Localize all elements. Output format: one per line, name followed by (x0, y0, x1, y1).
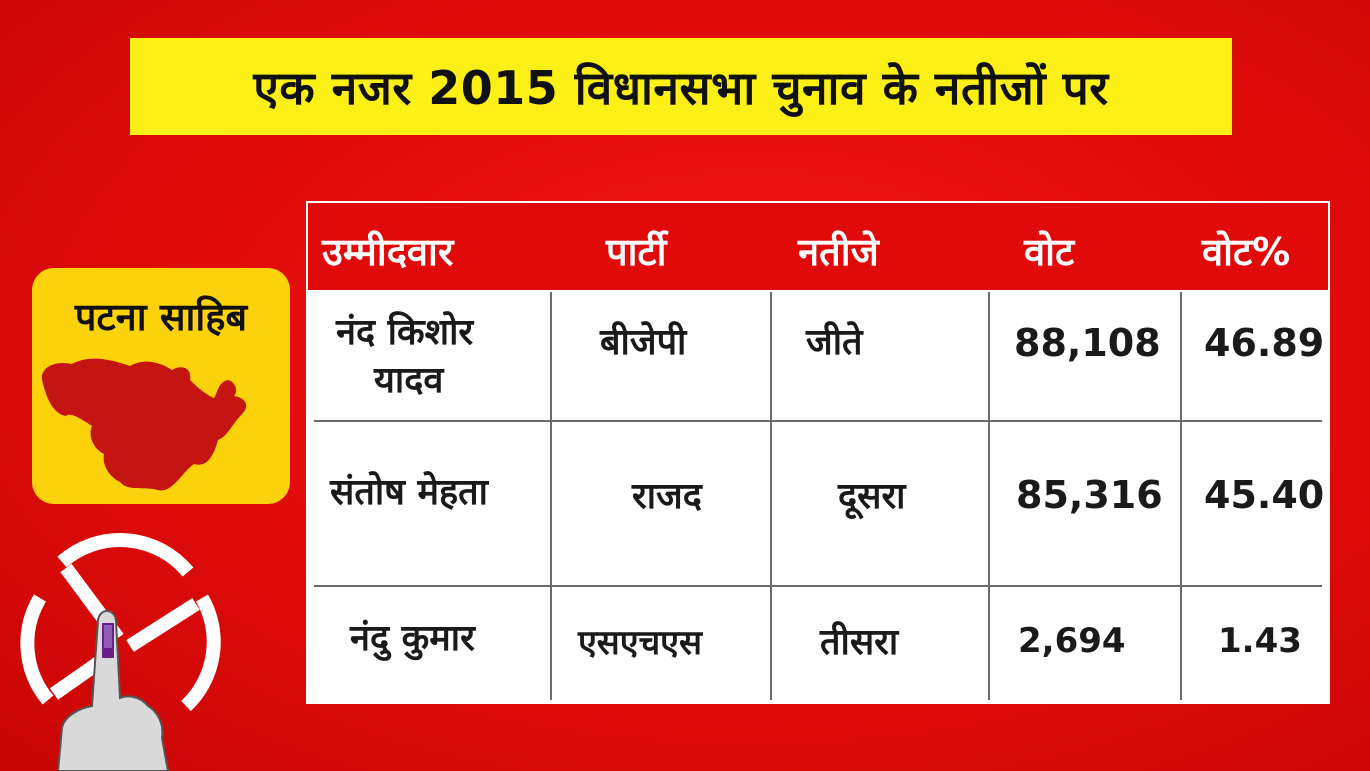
table-row-3-votes: 2,694 (1018, 621, 1126, 661)
table-header (308, 203, 1328, 290)
table-row-2-result: दूसरा (838, 476, 906, 517)
election-symbol-icon (18, 528, 228, 771)
table-row-1-result: जीते (806, 322, 863, 363)
constituency-badge (32, 268, 290, 504)
table-row-3-vote-percent: 1.43 (1218, 621, 1302, 661)
column-divider (988, 292, 990, 700)
table-row-1-party: बीजेपी (600, 322, 687, 363)
table-row-3-party: एसएचएस (578, 623, 702, 663)
column-divider (1180, 292, 1182, 700)
header-votes: वोट (1024, 230, 1075, 274)
table-row-2-vote-percent: 45.40 (1204, 473, 1325, 517)
header-candidate: उम्मीदवार (322, 230, 454, 274)
candidate-name-line1: नंद किशोर (336, 312, 474, 353)
row-divider (314, 420, 1322, 422)
column-divider (770, 292, 772, 700)
table-row-3-candidate: नंदु कुमार (350, 618, 475, 659)
table-row-2-candidate: संतोष मेहता (330, 472, 489, 513)
results-table (306, 201, 1330, 704)
constituency-map-icon (32, 268, 290, 504)
title-bar (130, 38, 1232, 135)
table-row-2-party: राजद (632, 476, 702, 517)
header-result: नतीजे (798, 230, 879, 274)
table-row-1-candidate (336, 309, 473, 405)
header-party: पार्टी (606, 230, 667, 274)
table-row-1-vote-percent: 46.89 (1204, 321, 1325, 365)
table-row-2-votes: 85,316 (1016, 473, 1163, 517)
table-row-1-votes: 88,108 (1014, 321, 1161, 365)
column-divider (550, 292, 552, 700)
table-row-3-result: तीसरा (820, 622, 899, 663)
candidate-name-line2: यादव (374, 360, 444, 401)
header-vote-percent: वोट% (1202, 230, 1291, 274)
row-divider (314, 585, 1322, 587)
page-title: एक नजर 2015 विधानसभा चुनाव के नतीजों पर (253, 60, 1109, 115)
constituency-name: पटना साहिब (74, 295, 248, 339)
